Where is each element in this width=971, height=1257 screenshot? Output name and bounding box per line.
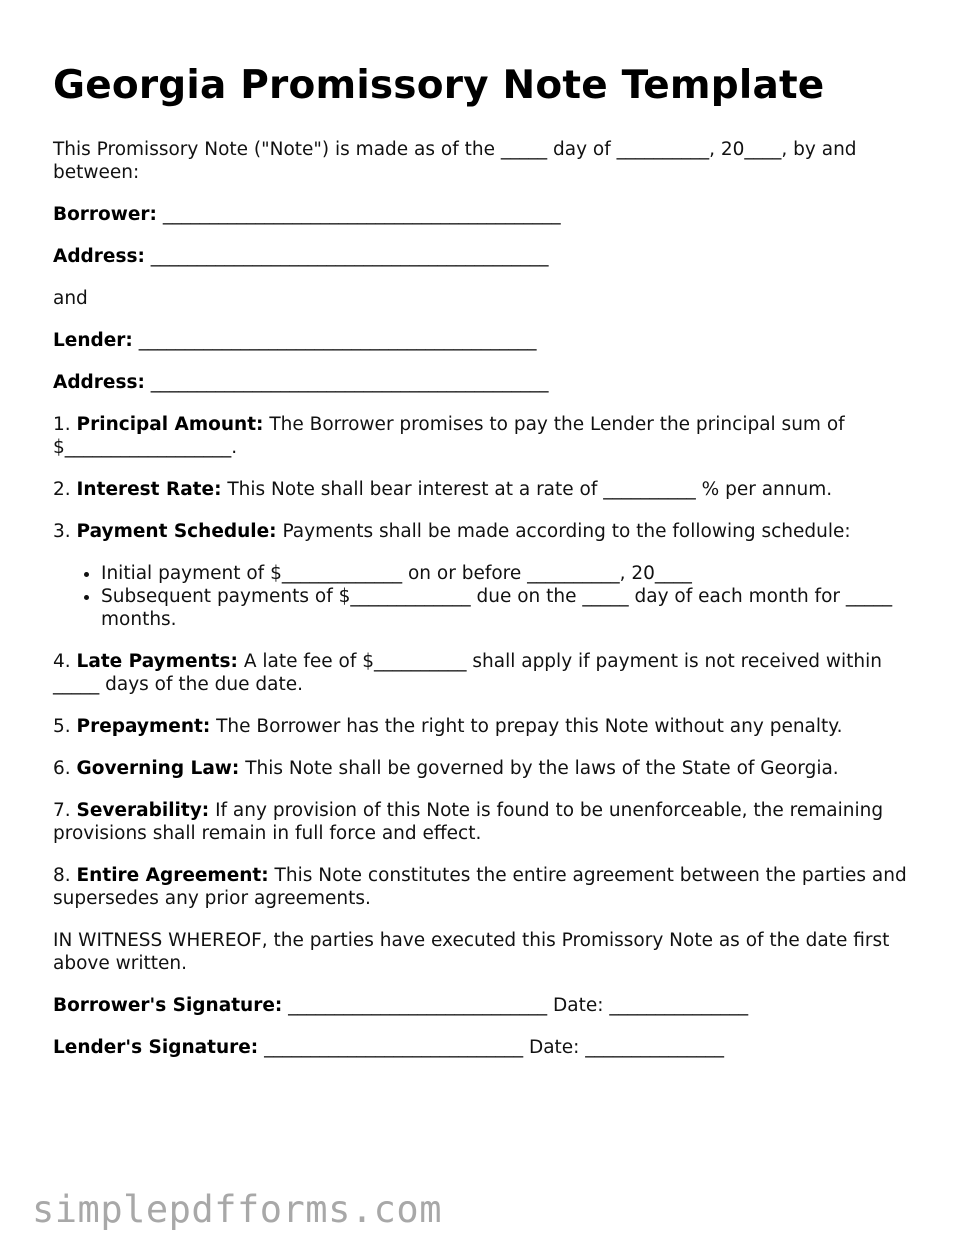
borrower-signature-field [53,994,923,1017]
section-text: A late fee of $__________ shall apply if payment is not received within _____ days of the due date. [53,651,883,695]
section-text: The Borrower has the right to prepay this Note without any penalty. [210,716,843,737]
section-number: 4. [53,651,77,672]
section-number: 1. [53,414,77,435]
lender-label: Lender: [53,330,133,351]
section-governing-law [53,757,923,780]
lender-signature-blank[interactable]: ____________________________ Date: _______________ [258,1037,725,1058]
lender-address-field [53,371,923,394]
section-interest-rate [53,478,923,501]
borrower-field [53,203,923,226]
borrower-signature-blank[interactable]: ____________________________ Date: _______________ [282,995,749,1016]
section-label: Payment Schedule: [76,521,277,542]
borrower-blank[interactable]: ___________________________________________ [156,204,561,225]
section-label: Entire Agreement: [76,865,269,886]
section-severability [53,799,923,845]
lender-signature-label: Lender's Signature: [53,1037,259,1058]
section-prepayment [53,715,923,738]
payment-schedule-list [53,562,923,631]
section-number: 6. [53,758,77,779]
section-number: 2. [53,479,77,500]
section-entire-agreement [53,864,923,910]
section-text: This Note constitutes the entire agreement between the parties and supersedes any prior agreements. [53,865,907,909]
and-text: and [53,288,88,309]
lender-blank[interactable]: ___________________________________________ [132,330,537,351]
lender-field [53,329,923,352]
section-label: Principal Amount: [76,414,264,435]
section-payment-schedule [53,520,923,543]
section-number: 3. [53,521,77,542]
list-item: • Initial payment of $_____________ on or before __________, 20____ [101,562,923,585]
section-text: This Note shall be governed by the laws of the State of Georgia. [239,758,839,779]
lender-address-blank[interactable]: ___________________________________________ [144,372,549,393]
section-label: Severability: [76,800,210,821]
intro-paragraph: This Promissory Note ("Note") is made as of the _____ day of __________, 20____, by and between: [53,139,857,183]
section-principal-amount [53,413,923,459]
page-title: Georgia Promissory Note Template [53,63,825,108]
section-late-payments [53,650,923,696]
borrower-label: Borrower: [53,204,157,225]
borrower-address-field [53,245,923,268]
section-number: 8. [53,865,77,886]
list-item: • Subsequent payments of $_____________ due on the _____ day of each month for _____ months. [101,585,923,631]
section-text: If any provision of this Note is found to be unenforceable, the remaining provisions shall remain in full force and effect. [53,800,884,844]
section-label: Prepayment: [76,716,211,737]
section-text: Payments shall be made according to the following schedule: [276,521,851,542]
section-number: 5. [53,716,77,737]
section-label: Governing Law: [76,758,240,779]
section-label: Interest Rate: [76,479,222,500]
section-label: Late Payments: [76,651,238,672]
lender-address-label: Address: [53,372,145,393]
borrower-address-blank[interactable]: ___________________________________________ [144,246,549,267]
document-page [53,62,923,1078]
section-text: The Borrower promises to pay the Lender the principal sum of $__________________. [53,414,845,458]
section-text: This Note shall bear interest at a rate of __________ % per annum. [221,479,833,500]
section-number: 7. [53,800,77,821]
borrower-signature-label: Borrower's Signature: [53,995,283,1016]
witness-paragraph: IN WITNESS WHEREOF, the parties have executed this Promissory Note as of the date first above written. [53,930,890,974]
watermark: simplepdfforms.com [32,1188,442,1231]
borrower-address-label: Address: [53,246,145,267]
lender-signature-field [53,1036,923,1059]
